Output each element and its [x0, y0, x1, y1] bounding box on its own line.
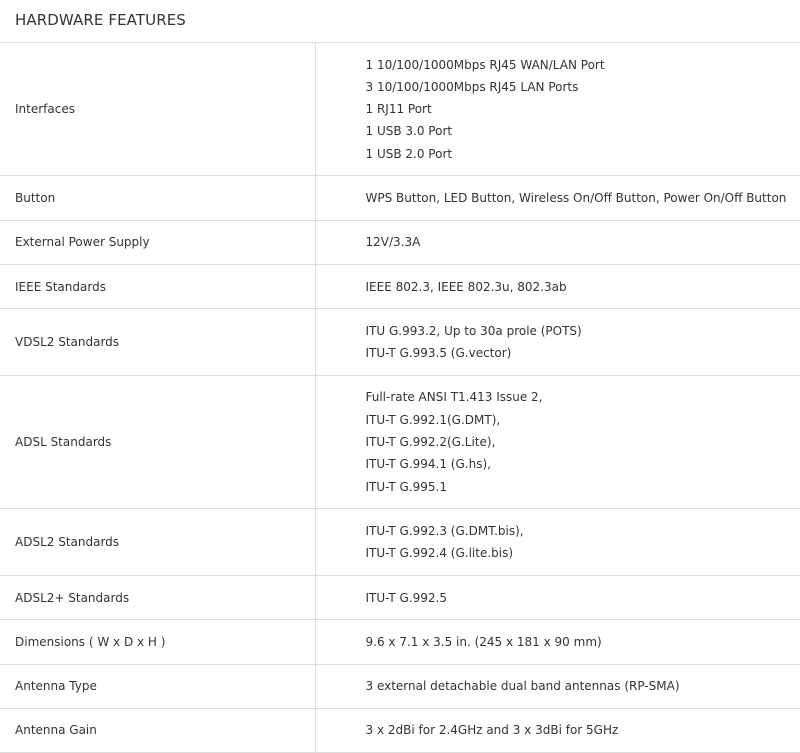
row-label: IEEE Standards	[0, 265, 315, 309]
row-value	[315, 664, 800, 708]
row-value	[315, 576, 800, 620]
value-line: ITU-T G.992.2(G.Lite),	[366, 431, 800, 453]
value-line: WPS Button, LED Button, Wireless On/Off Button, Power On/Off Button	[366, 187, 800, 209]
row-value	[315, 265, 800, 309]
row-label: ADSL2 Standards	[0, 509, 315, 576]
row-label: External Power Supply	[0, 220, 315, 264]
row-label: Interfaces	[0, 43, 315, 176]
row-value	[315, 375, 800, 508]
row-value	[315, 708, 800, 752]
value-line: ITU G.993.2, Up to 30a prole (POTS)	[366, 320, 800, 342]
row-label: ADSL Standards	[0, 375, 315, 508]
table-row	[0, 509, 800, 576]
table-row	[0, 708, 800, 752]
value-line: ITU-T G.993.5 (G.vector)	[366, 342, 800, 364]
table-row	[0, 43, 800, 176]
row-value	[315, 176, 800, 220]
row-value	[315, 309, 800, 376]
value-line: ITU-T G.994.1 (G.hs),	[366, 453, 800, 475]
table-row	[0, 664, 800, 708]
table-row	[0, 176, 800, 220]
table-row	[0, 576, 800, 620]
table-row	[0, 620, 800, 664]
row-label: Button	[0, 176, 315, 220]
row-label: Antenna Type	[0, 664, 315, 708]
row-value	[315, 620, 800, 664]
row-label: Dimensions ( W x D x H )	[0, 620, 315, 664]
row-value	[315, 43, 800, 176]
value-line: 12V/3.3A	[366, 231, 800, 253]
value-line: IEEE 802.3, IEEE 802.3u, 802.3ab	[366, 276, 800, 298]
hardware-features-table	[0, 43, 800, 753]
table-row	[0, 375, 800, 508]
table-row	[0, 309, 800, 376]
value-line: ITU-T G.992.4 (G.lite.bis)	[366, 542, 800, 564]
value-line: 1 10/100/1000Mbps RJ45 WAN/LAN Port	[366, 54, 800, 76]
row-label: Antenna Gain	[0, 708, 315, 752]
value-line: ITU-T G.992.1(G.DMT),	[366, 409, 800, 431]
value-line: 1 RJ11 Port	[366, 98, 800, 120]
section-title: HARDWARE FEATURES	[0, 0, 800, 43]
value-line: ITU-T G.992.3 (G.DMT.bis),	[366, 520, 800, 542]
row-label: ADSL2+ Standards	[0, 576, 315, 620]
table-row	[0, 265, 800, 309]
value-line: 3 x 2dBi for 2.4GHz and 3 x 3dBi for 5GHz	[366, 719, 800, 741]
table-row	[0, 220, 800, 264]
value-line: ITU-T G.992.5	[366, 587, 800, 609]
value-line: Full-rate ANSI T1.413 Issue 2,	[366, 386, 800, 408]
value-line: 1 USB 3.0 Port	[366, 120, 800, 142]
row-label: VDSL2 Standards	[0, 309, 315, 376]
row-value	[315, 220, 800, 264]
value-line: 1 USB 2.0 Port	[366, 143, 800, 165]
value-line: 9.6 x 7.1 x 3.5 in. (245 x 181 x 90 mm)	[366, 631, 800, 653]
value-line: ITU-T G.995.1	[366, 476, 800, 498]
value-line: 3 external detachable dual band antennas (RP-SMA)	[366, 675, 800, 697]
row-value	[315, 509, 800, 576]
value-line: 3 10/100/1000Mbps RJ45 LAN Ports	[366, 76, 800, 98]
